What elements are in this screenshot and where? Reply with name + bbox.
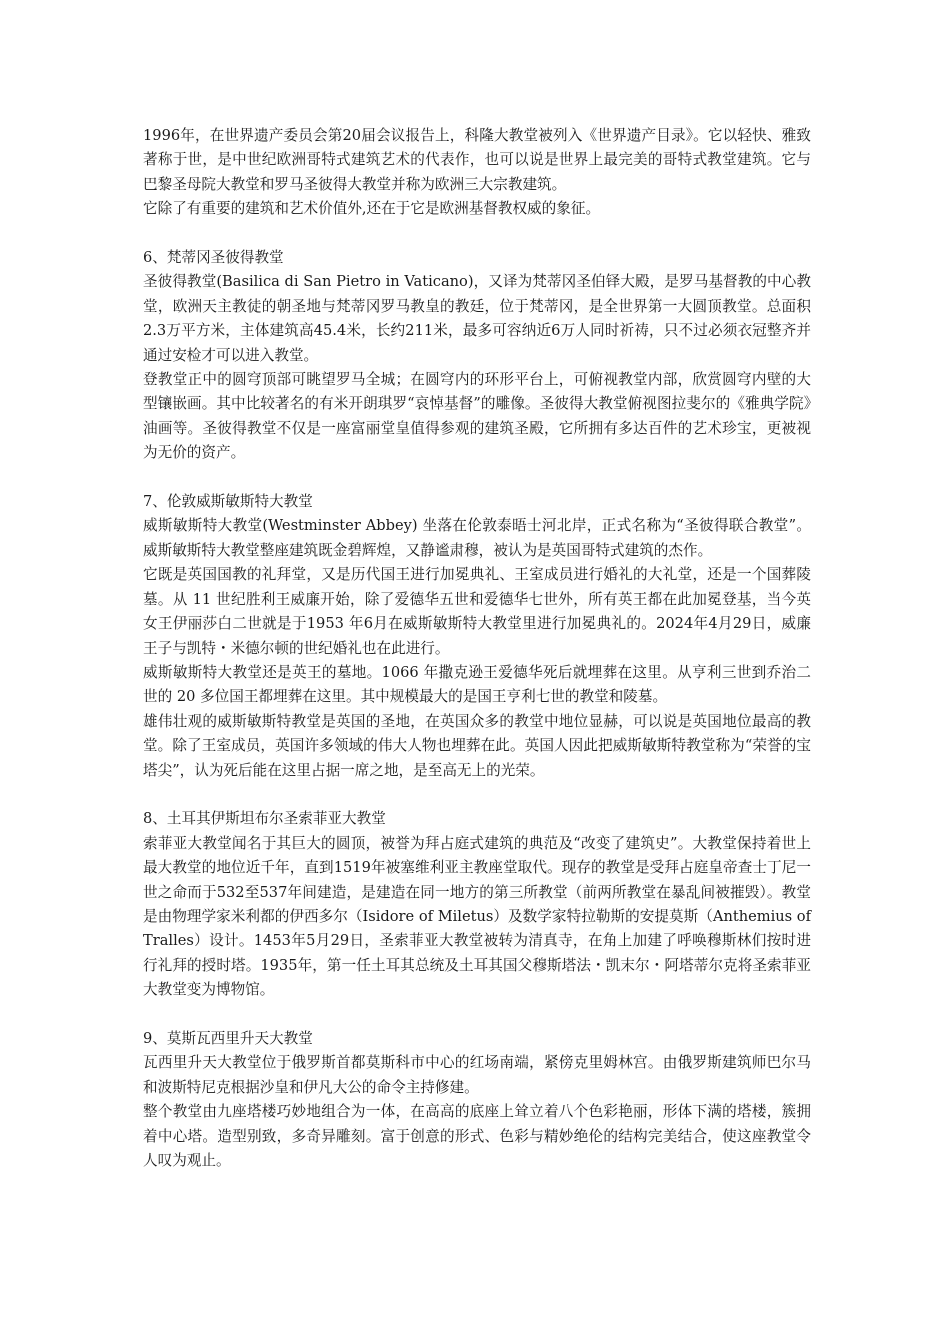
section-paragraph: 威斯敏斯特大教堂(Westminster Abbey) 坐落在伦敦泰晤士河北岸，正式名称为“圣彼得联合教堂”。威斯敏斯特大教堂整座建筑既金碧辉煌，又静谧肃穆，被认为是英国哥特式建筑的杰作。 (143, 517, 811, 559)
section-paragraph: 索菲亚大教堂闻名于其巨大的圆顶，被誉为拜占庭式建筑的典范及“改变了建筑史”。大教堂保持着世上最大教堂的地位近千年，直到1519年被塞维利亚主教座堂取代。现存的教堂是受拜占庭皇帝查士丁尼一世之命而于532至537年间建造，是建造在同一地方的第三所教堂（前两所教堂在暴乱间被摧毁）。教堂是由物理学家米利都的伊西多尔（Isidore of Miletus）及数学家特拉勒斯的安提莫斯（Anthemius of Tralles）设计。1453年5月29日，圣索菲亚大教堂被转为清真寺，在角上加建了呼唤穆斯林们按时进行礼拜的授时塔。1935年，第一任土耳其总统及土耳其国父穆斯塔法・凯末尔・阿塔蒂尔克将圣索菲亚大教堂变为博物馆。 (143, 834, 811, 999)
section-paragraph: 雄伟壮观的威斯敏斯特教堂是英国的圣地，在英国众多的教堂中地位显赫，可以说是英国地位最高的教堂。除了王室成员，英国许多领域的伟大人物也埋葬在此。英国人因此把威斯敏斯特教堂称为“荣誉的宝塔尖”，认为死后能在这里占据一席之地，是至高无上的光荣。 (143, 712, 811, 779)
section-heading: 8、土耳其伊斯坦布尔圣索菲亚大教堂 (143, 810, 386, 828)
section-paragraph: 瓦西里升天大教堂位于俄罗斯首都莫斯科市中心的红场南端，紧傍克里姆林宫。由俄罗斯建筑师巴尔马和波斯特尼克根据沙皇和伊凡大公的命令主持修建。 (143, 1054, 811, 1096)
section-paragraph: 威斯敏斯特大教堂还是英王的墓地。1066 年撒克逊王爱德华死后就埋葬在这里。从亨利三世到乔治二世的 20 多位国王都埋葬在这里。其中规模最大的是国王亨利七世的教堂和陵墓。 (143, 663, 811, 706)
paragraph-gap (143, 222, 811, 246)
paragraph-gap (143, 1003, 811, 1027)
section-heading: 6、梵蒂冈圣彼得教堂 (143, 249, 284, 267)
section-heading: 9、莫斯瓦西里升天大教堂 (143, 1029, 313, 1047)
section-paragraph: 它既是英国国教的礼拜堂，又是历代国王进行加冕典礼、王室成员进行婚礼的大礼堂，还是一个国葬陵墓。从 11 世纪胜利王威廉开始，除了爱德华五世和爱德华七世外，所有英王都在此加冕登基，当今英女王伊丽莎白二世就是于1953 年6月在威斯敏斯特大教堂里进行加冕典礼的。2024年4月29日，威廉王子与凯特・米德尔顿的世纪婚礼也在此进行。 (143, 566, 811, 657)
section-paragraph: 圣彼得教堂(Basilica di San Pietro in Vaticano)，又译为梵蒂冈圣伯铎大殿，是罗马基督教的中心教堂，欧洲天主教徒的朝圣地与梵蒂冈罗马教皇的教廷，位于梵蒂冈，是全世界第一大圆顶教堂。总面积2.3万平方米，主体建筑高45.4米，长约211米，最多可容纳近6万人同时祈祷，只不过必须衣冠整齐并通过安检才可以进入教堂。 (143, 273, 811, 364)
paragraph-gap (143, 466, 811, 490)
intro-paragraph: 1996年，在世界遗产委员会第20届会议报告上，科隆大教堂被列入《世界遗产目录》。它以轻快、雅致著称于世，是中世纪欧洲哥特式建筑艺术的代表作，也可以说是世界上最完美的哥特式教堂建筑。它与巴黎圣母院大教堂和罗马圣彼得大教堂并称为欧洲三大宗教建筑。 (143, 127, 811, 193)
intro-paragraph: 它除了有重要的建筑和艺术价值外,还在于它是欧洲基督教权威的象征。 (143, 200, 601, 218)
section-paragraph: 登教堂正中的圆穹顶部可眺望罗马全城；在圆穹内的环形平台上，可俯视教堂内部，欣赏圆穹内壁的大型镶嵌画。其中比较著名的有米开朗琪罗“哀悼基督”的雕像。圣彼得大教堂俯视图拉斐尔的《雅典学院》油画等。圣彼得教堂不仅是一座富丽堂皇值得参观的建筑圣殿，它所拥有多达百件的艺术珍宝，更被视为无价的资产。 (143, 371, 811, 462)
document-body (143, 124, 811, 1173)
section-heading: 7、伦敦威斯敏斯特大教堂 (143, 493, 313, 511)
section-paragraph: 整个教堂由九座塔楼巧妙地组合为一体，在高高的底座上耸立着八个色彩艳丽，形体下满的塔楼，簇拥着中心塔。造型别致，多奇异雕刻。富于创意的形式、色彩与精妙绝伦的结构完美结合，使这座教堂令人叹为观止。 (143, 1103, 811, 1169)
paragraph-gap (143, 783, 811, 807)
